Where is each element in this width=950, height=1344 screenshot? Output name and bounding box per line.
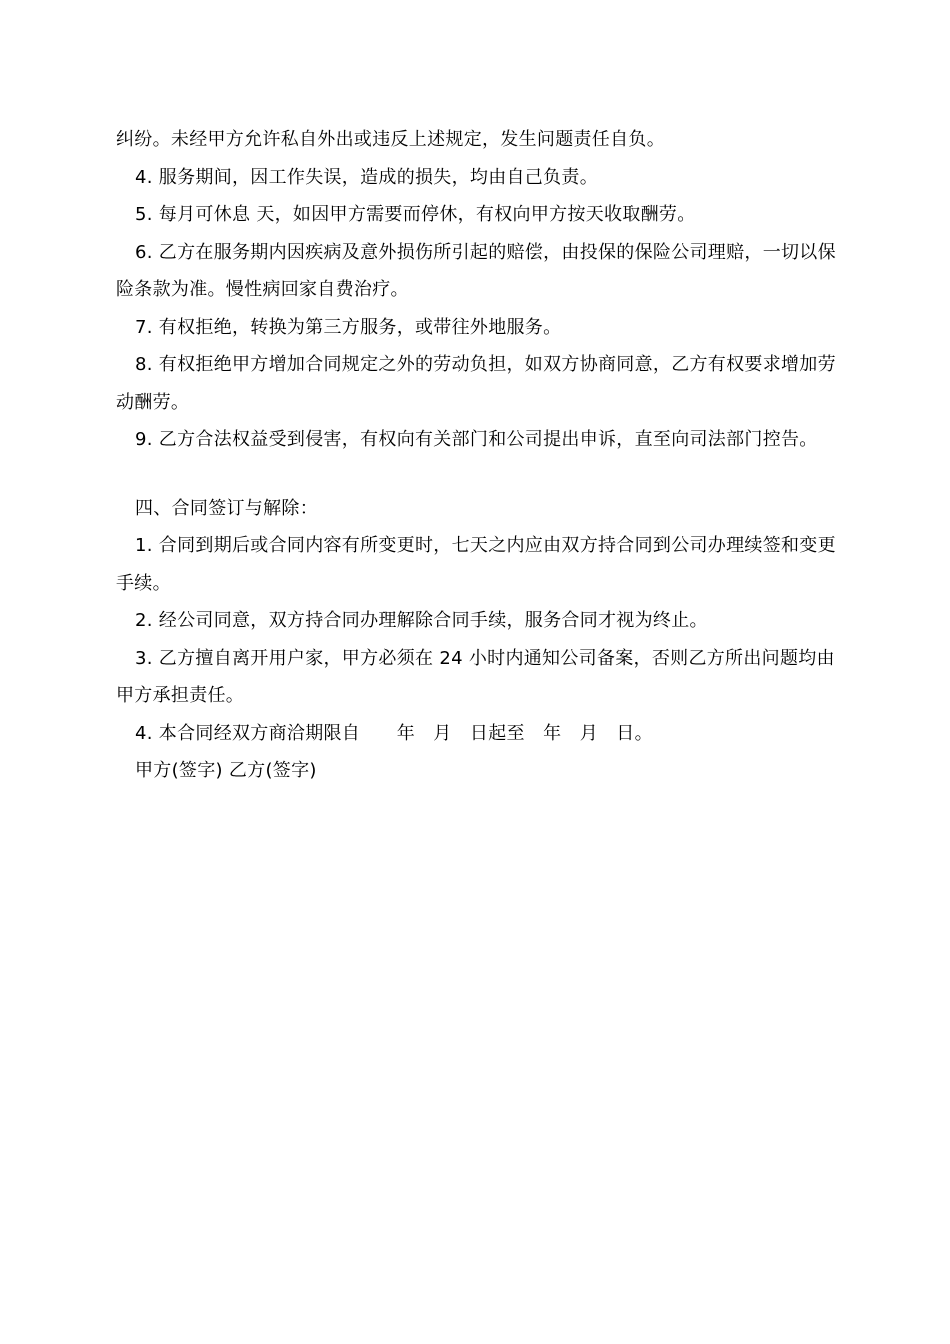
clause-6: 6. 乙方在服务期内因疾病及意外损伤所引起的赔偿，由投保的保险公司理赔，一切以保险条款为准。慢性病回家自费治疗。 [116, 241, 836, 300]
termination-clause-1: 1. 合同到期后或合同内容有所变更时，七天之内应由双方持合同到公司办理续签和变更手续。 [116, 535, 836, 594]
signature-line: 甲方(签字) 乙方(签字) [135, 760, 317, 781]
termination-clause-2: 2. 经公司同意，双方持合同办理解除合同手续，服务合同才视为终止。 [135, 610, 708, 631]
termination-clause-3: 3. 乙方擅自离开用户家，甲方必须在 24 小时内通知公司备案，否则乙方所出问题均由甲方承担责任。 [116, 647, 835, 706]
termination-clause-4: 4. 本合同经双方商洽期限自 年 月 日起至 年 月 日。 [135, 722, 653, 744]
section-spacer [116, 459, 846, 490]
clause-4: 4. 服务期间，因工作失误，造成的损失，均由自己负责。 [135, 166, 598, 188]
contract-body [116, 121, 846, 790]
section-heading: 四、合同签订与解除： [135, 497, 318, 519]
paragraph-continuation: 纠纷。未经甲方允许私自外出或违反上述规定，发生问题责任自负。 [116, 129, 665, 150]
clause-5: 5. 每月可休息 天，如因甲方需要而停休，有权向甲方按天收取酬劳。 [135, 204, 696, 225]
clause-8: 8. 有权拒绝甲方增加合同规定之外的劳动负担，如双方协商同意，乙方有权要求增加劳动酬劳。 [116, 354, 836, 413]
clause-7: 7. 有权拒绝，转换为第三方服务，或带往外地服务。 [135, 316, 562, 338]
clause-9: 9. 乙方合法权益受到侵害，有权向有关部门和公司提出申诉，直至向司法部门控告。 [135, 429, 818, 450]
